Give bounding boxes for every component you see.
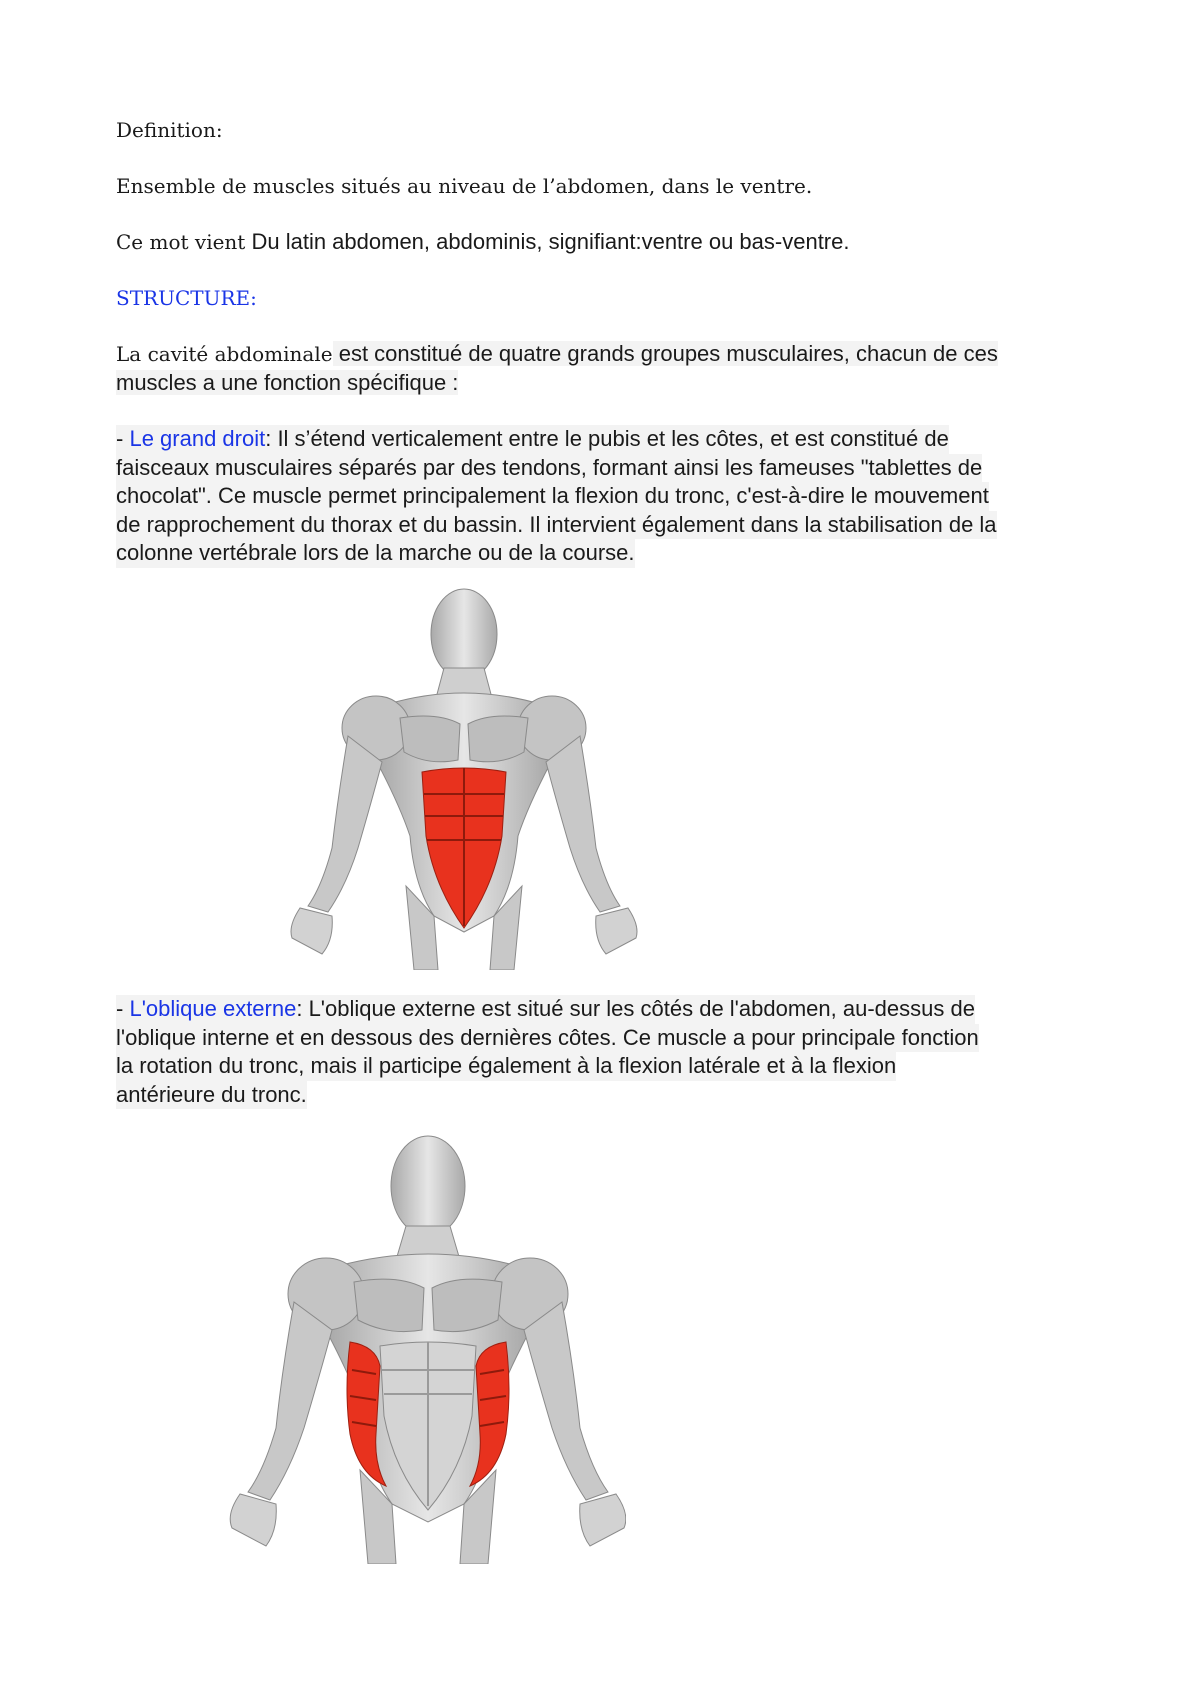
- rectus-line-5: colonne vertébrale lors de la marche ou de la course.: [116, 539, 635, 568]
- rectus-paragraph: [116, 425, 1116, 568]
- oblique-line-4: antérieure du tronc.: [116, 1081, 307, 1110]
- etymology-line: [116, 228, 849, 259]
- rectus-line-3: chocolat". Ce muscle permet principalement la flexion du tronc, c'est-à-dire le mouvement: [116, 482, 989, 511]
- etymology-text: Du latin abdomen, abdominis, signifiant:ventre ou bas-ventre.: [245, 229, 850, 254]
- rectus-abdominis-illustration: [288, 586, 638, 970]
- structure-heading: STRUCTURE:: [116, 286, 257, 310]
- definition-heading: Definition:: [116, 118, 223, 142]
- oblique-line-3: la rotation du tronc, mais il participe également à la flexion latérale et à la flexion: [116, 1052, 896, 1081]
- etymology-lead: Ce mot vient: [116, 230, 246, 254]
- intro-line-1: [116, 340, 998, 371]
- rectus-line-2: faisceaux musculaires séparés par des tendons, formant ainsi les fameuses "tablettes de: [116, 454, 982, 483]
- oblique-dash: -: [116, 996, 130, 1021]
- oblique-name: L'oblique externe: [129, 996, 297, 1021]
- intro-text-2: muscles a une fonction spécifique :: [116, 370, 459, 395]
- anatomy-figure-2: [226, 1134, 626, 1564]
- oblique-text-1: : L'oblique externe est situé sur les côtés de l'abdomen, au-dessus de: [296, 996, 975, 1021]
- oblique-line-2: l'oblique interne et en dessous des dernières côtes. Ce muscle a pour principale fonction: [116, 1024, 979, 1053]
- rectus-name: Le grand droit: [129, 426, 266, 451]
- external-oblique-illustration: [226, 1134, 626, 1564]
- intro-text-1: est constitué de quatre grands groupes musculaires, chacun de ces: [332, 341, 998, 366]
- oblique-paragraph: [116, 995, 1116, 1109]
- definition-text: Ensemble de muscles situés au niveau de l’abdomen, dans le ventre.: [116, 174, 813, 198]
- rectus-text-1: : Il s’étend verticalement entre le pubis et les côtes, et est constitué de: [265, 426, 949, 451]
- rectus-dash: -: [116, 426, 130, 451]
- intro-line-2-wrap: [116, 369, 458, 397]
- oblique-line-1: [116, 995, 975, 1024]
- rectus-line-4: de rapprochement du thorax et du bassin. Il intervient également dans la stabilisation de la: [116, 511, 997, 540]
- anatomy-figure-1: [288, 586, 638, 970]
- intro-lead: La cavité abdominale: [116, 342, 333, 366]
- rectus-line-1: [116, 425, 949, 454]
